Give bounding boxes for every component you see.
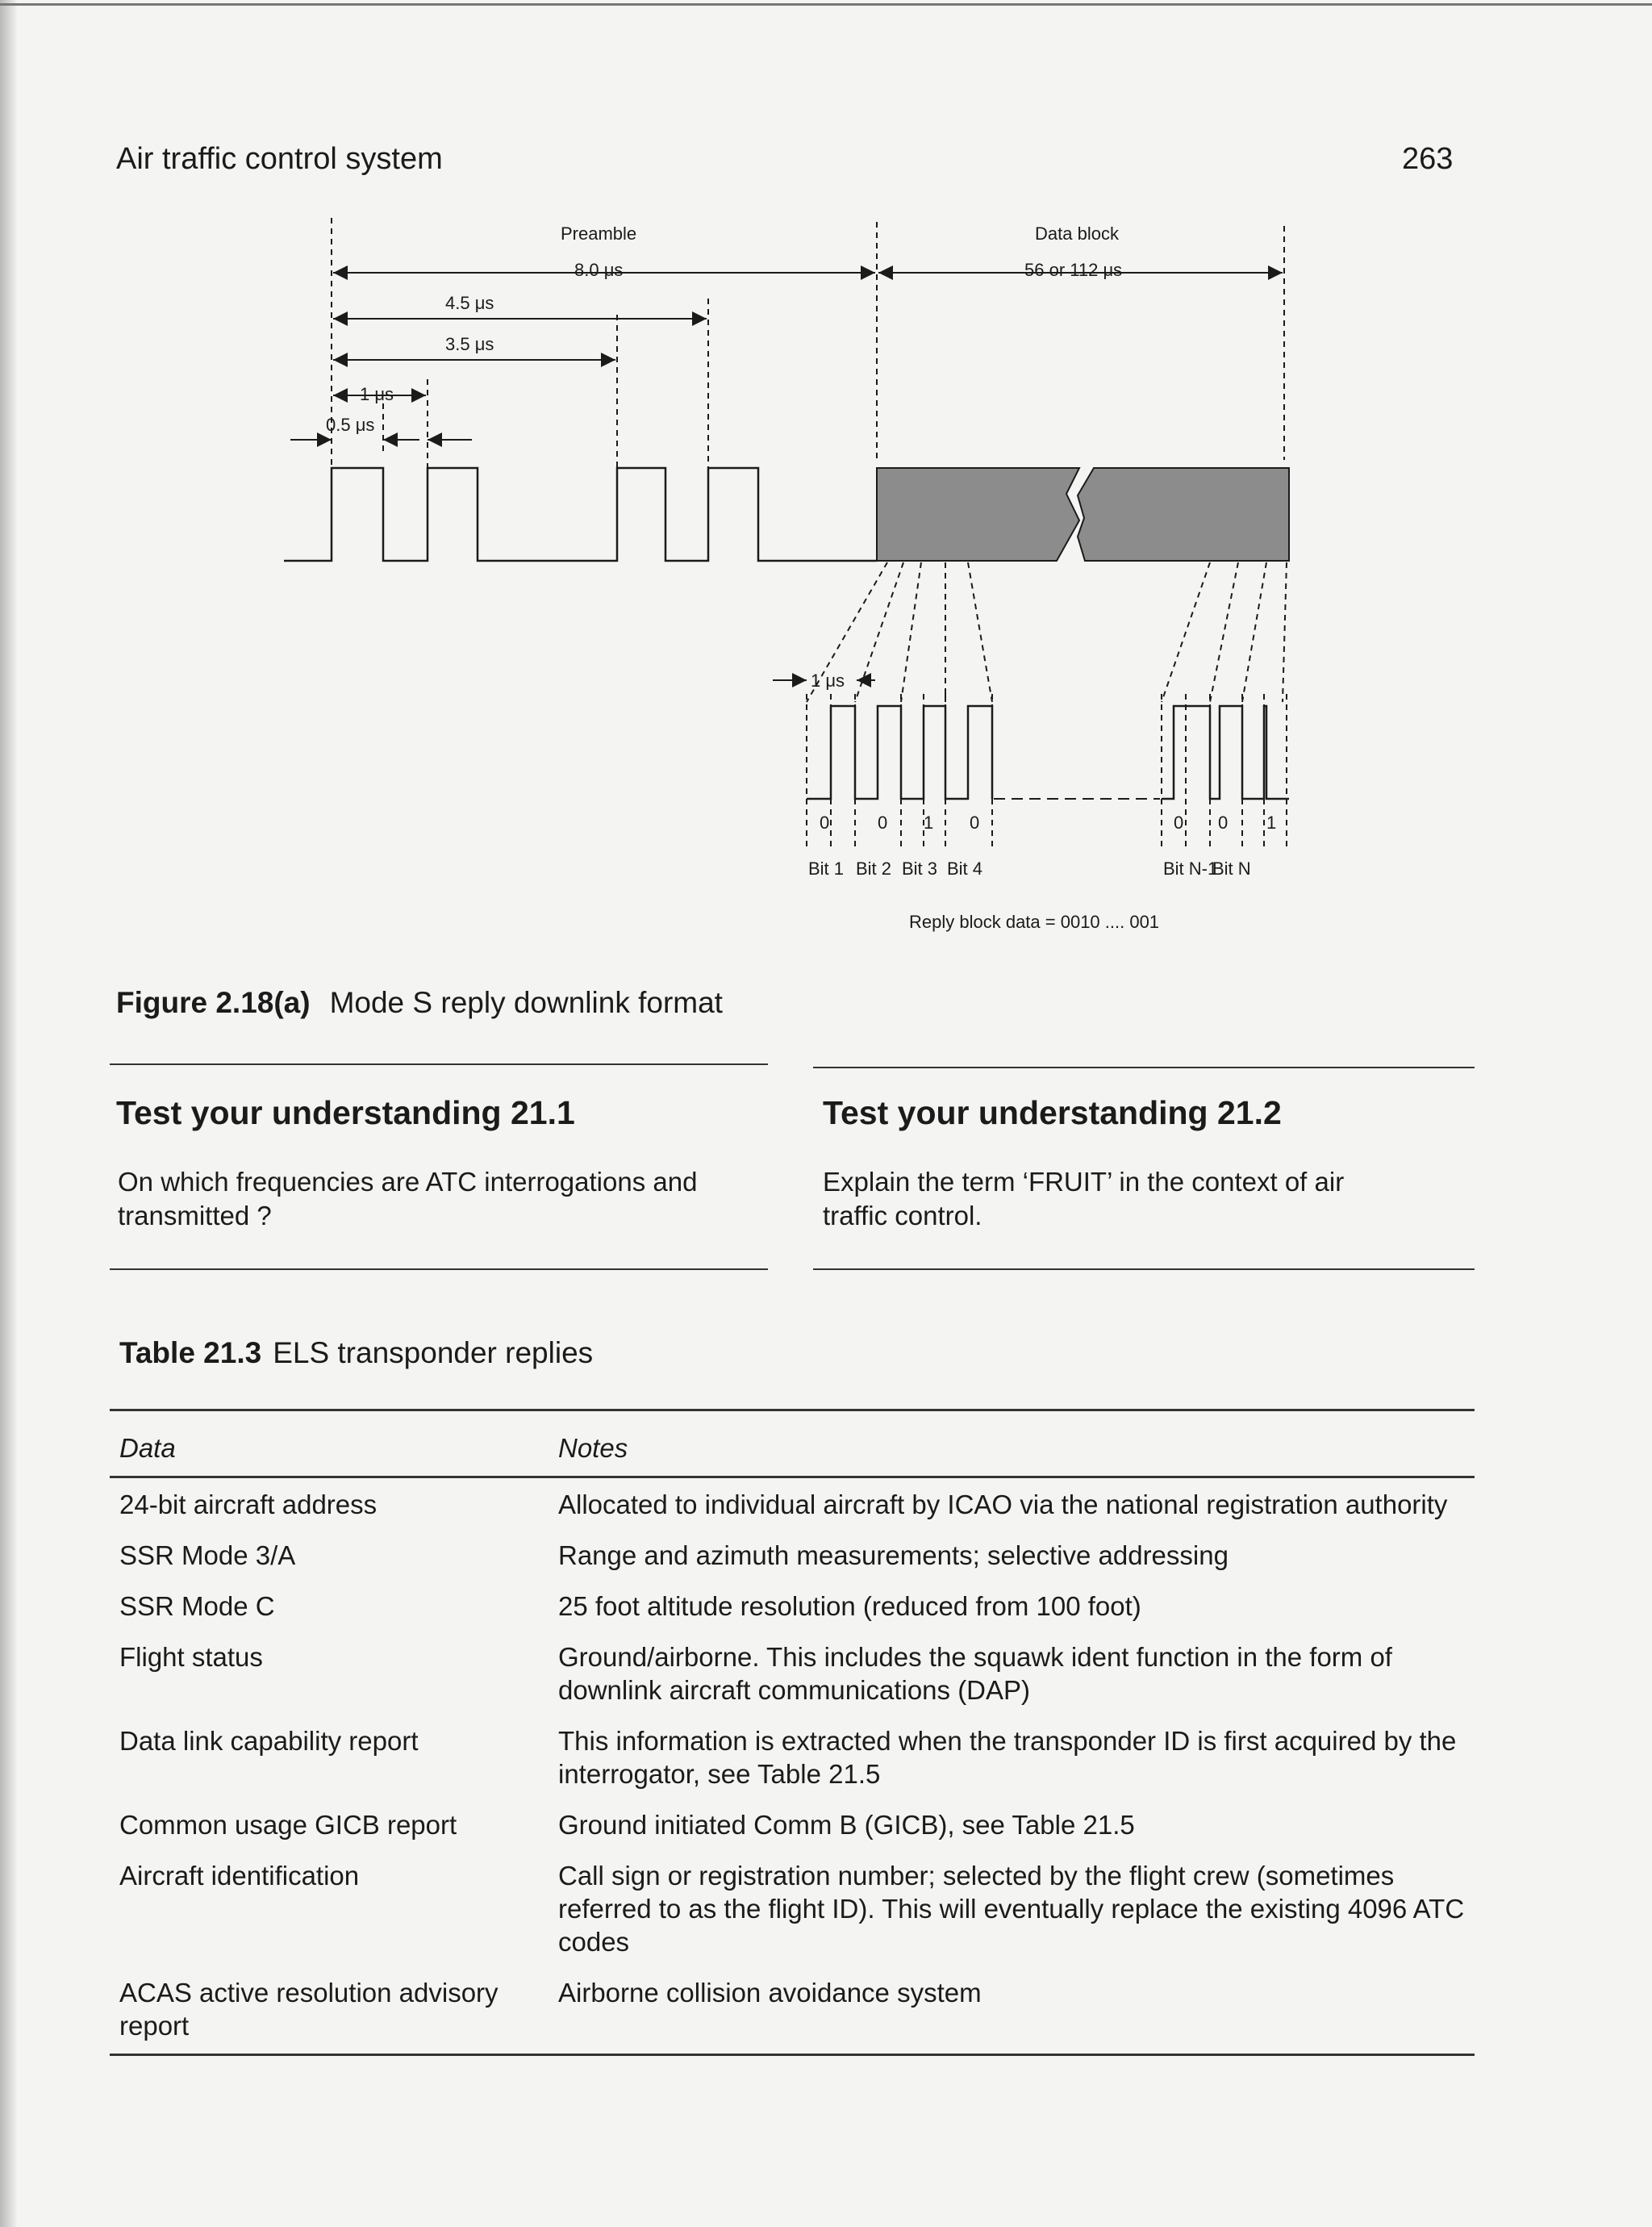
bit-label: Bit 3 [902, 859, 938, 879]
cell-data: 24-bit aircraft address [119, 1490, 378, 1519]
bit-waveform [807, 706, 992, 799]
table-row [110, 1715, 1475, 1799]
els-transponder-table [110, 1409, 1475, 2056]
cell-notes: 25 foot altitude resolution (reduced from 100 foot) [558, 1591, 1141, 1621]
table-row [110, 1580, 1475, 1631]
table-row [110, 1966, 1475, 2055]
data-block-right [1078, 468, 1289, 561]
bit-value: 1 [1266, 813, 1277, 833]
table-header-row [110, 1409, 1475, 1477]
bit-period-label: 1 μs [811, 671, 845, 691]
data-block-label: Data block [1035, 224, 1119, 244]
header-notes: Notes [549, 1409, 1475, 1477]
page-number: 263 [1402, 142, 1454, 176]
table-title: ELS transponder replies [273, 1336, 594, 1369]
bit-value: 0 [970, 813, 980, 833]
figure-caption [116, 986, 723, 1020]
cell-notes: Range and azimuth measurements; selective addressing [558, 1540, 1229, 1570]
cell-notes: Allocated to individual aircraft by ICAO via the national registration authority [558, 1490, 1448, 1519]
cell-data: Flight status [119, 1642, 263, 1672]
reply-data-label: Reply block data = 0010 .... 001 [909, 912, 1160, 932]
test-21-1-body: On which frequencies are ATC interrogations and transmitted ? [118, 1167, 698, 1230]
box-21-2-top-rule [813, 1067, 1475, 1068]
table-row [110, 1529, 1475, 1580]
table-row [110, 1849, 1475, 1966]
bit-label: Bit N-1 [1163, 859, 1218, 879]
table-caption [119, 1336, 593, 1370]
bit-value: 0 [1174, 813, 1184, 833]
data-block-duration-label: 56 or 112 μs [1024, 260, 1123, 280]
cell-data: SSR Mode C [119, 1591, 275, 1621]
test-21-1-title: Test your understanding 21.1 [116, 1094, 575, 1131]
cell-notes: This information is extracted when the transponder ID is first acquired by the interrogator, see Table 21.5 [558, 1726, 1457, 1789]
test-21-2-body: Explain the term ‘FRUIT’ in the context of air traffic control. [823, 1167, 1345, 1230]
figure-title: Mode S reply downlink format [329, 986, 723, 1019]
box-21-1-top-rule [110, 1063, 768, 1065]
t05-label: 0.5 μs [326, 415, 375, 435]
bit-waveform-end [1162, 706, 1289, 799]
expansion-lines [807, 562, 1287, 702]
figure-number: Figure 2.18(a) [116, 986, 311, 1019]
bit-label: Bit N [1212, 859, 1251, 879]
table-row [110, 1799, 1475, 1849]
cell-data: Common usage GICB report [119, 1810, 457, 1840]
preamble-duration-label: 8.0 μs [574, 260, 624, 280]
t1-label: 1 μs [360, 384, 394, 404]
cell-notes: Call sign or registration number; selected by the flight crew (sometimes referred to as the flight ID). This will eventually replace the existing 4096 ATC codes [558, 1861, 1465, 1957]
bit-label: Bit 4 [947, 859, 983, 879]
t35-label: 3.5 μs [445, 334, 494, 354]
bit-values [820, 813, 1276, 833]
table-row [110, 1631, 1475, 1715]
cell-notes: Airborne collision avoidance system [549, 1966, 1475, 2055]
test-21-2-title: Test your understanding 21.2 [823, 1094, 1282, 1131]
box-21-1-bottom-rule [110, 1268, 768, 1270]
cell-data: Aircraft identification [119, 1861, 360, 1891]
bit-value: 0 [878, 813, 888, 833]
preamble-label: Preamble [561, 224, 637, 244]
table-row [110, 1477, 1475, 1530]
bit-label: Bit 2 [856, 859, 892, 879]
cell-data: SSR Mode 3/A [119, 1540, 296, 1570]
preamble-pulses [284, 468, 877, 561]
box-21-2-bottom-rule [813, 1268, 1475, 1270]
bit-label: Bit 1 [808, 859, 845, 879]
mode-s-reply-diagram [0, 0, 1652, 968]
header-data: Data [110, 1409, 549, 1477]
cell-data: Data link capability report [119, 1726, 419, 1756]
bit-value: 1 [924, 813, 934, 833]
cell-notes: Ground initiated Comm B (GICB), see Table 21.5 [558, 1810, 1135, 1840]
cell-data: ACAS active resolution advisory report [110, 1966, 549, 2055]
cell-notes: Ground/airborne. This includes the squawk ident function in the form of downlink aircraft communications (DAP) [558, 1642, 1392, 1705]
data-block-left [877, 468, 1079, 561]
t45-label: 4.5 μs [445, 293, 494, 313]
bit-value: 0 [820, 813, 830, 833]
bit-labels [808, 859, 1251, 879]
table-number: Table 21.3 [119, 1336, 262, 1369]
bit-value: 0 [1218, 813, 1229, 833]
running-head: Air traffic control system [116, 142, 443, 176]
